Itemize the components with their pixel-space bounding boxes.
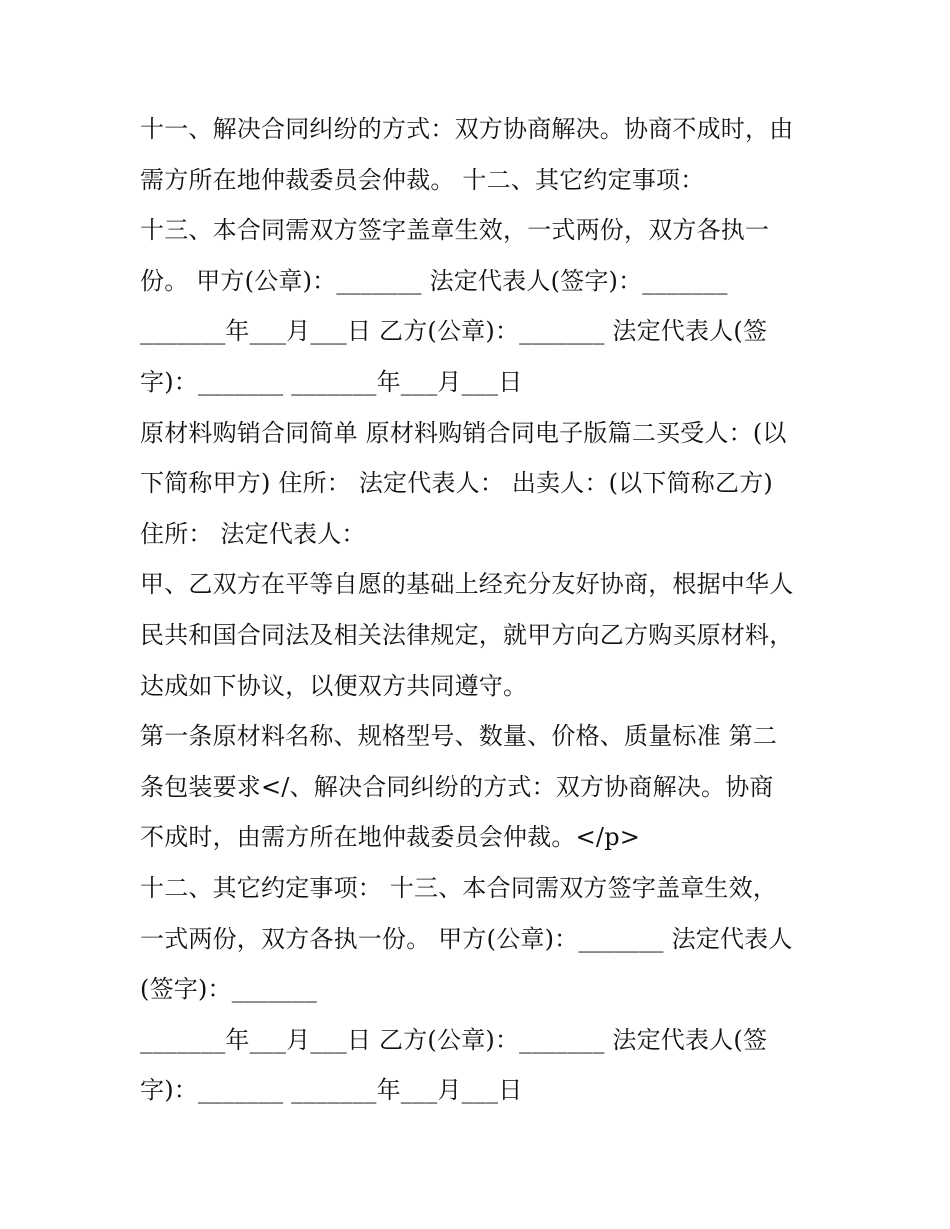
text-line: 住所： 法定代表人： [140,519,366,548]
text-line: 不成时，由需方所在地仲裁委员会仲裁。</p> [140,823,641,852]
text-line: 份。 甲方(公章)：_______ 法定代表人(签字)：_______ [140,266,728,295]
text-line: 字)：_______ _______年___月___日 [140,1076,523,1105]
text-line: 十三、本合同需双方签字盖章生效，一式两份，双方各执一 [140,216,770,245]
text-line: 下简称甲方) 住所： 法定代表人： 出卖人：(以下简称乙方) [140,469,773,498]
text-line: 需方所在地仲裁委员会仲裁。 十二、其它约定事项： [140,165,705,194]
text-line: 原材料购销合同简单 原材料购销合同电子版篇二买受人：(以 [140,418,787,447]
text-line: 民共和国合同法及相关法律规定，就甲方向乙方购买原材料， [140,620,794,649]
text-line: 十二、其它约定事项： 十三、本合同需双方签字盖章生效， [140,873,778,902]
text-line: 甲、乙双方在平等自愿的基础上经充分友好协商，根据中华人 [140,570,794,599]
text-line: 字)：_______ _______年___月___日 [140,367,523,396]
document-body [140,104,820,1116]
text-line: _______年___月___日 乙方(公章)：_______ 法定代表人(签 [140,1025,768,1054]
text-line: (签字)：_______ [140,975,318,1004]
text-line: 达成如下协议，以便双方共同遵守。 [140,671,528,700]
text-line: 十一、解决合同纠纷的方式：双方协商解决。协商不成时，由 [140,115,794,143]
text-line: 第一条原材料名称、规格型号、数量、价格、质量标准 第二 [140,722,778,751]
text-line: _______年___月___日 乙方(公章)：_______ 法定代表人(签 [140,317,768,346]
text-line: 一式两份，双方各执一份。 甲方(公章)：_______ 法定代表人 [140,924,793,953]
text-line: 条包装要求</、解决合同纠纷的方式：双方协商解决。协商 [140,772,774,801]
